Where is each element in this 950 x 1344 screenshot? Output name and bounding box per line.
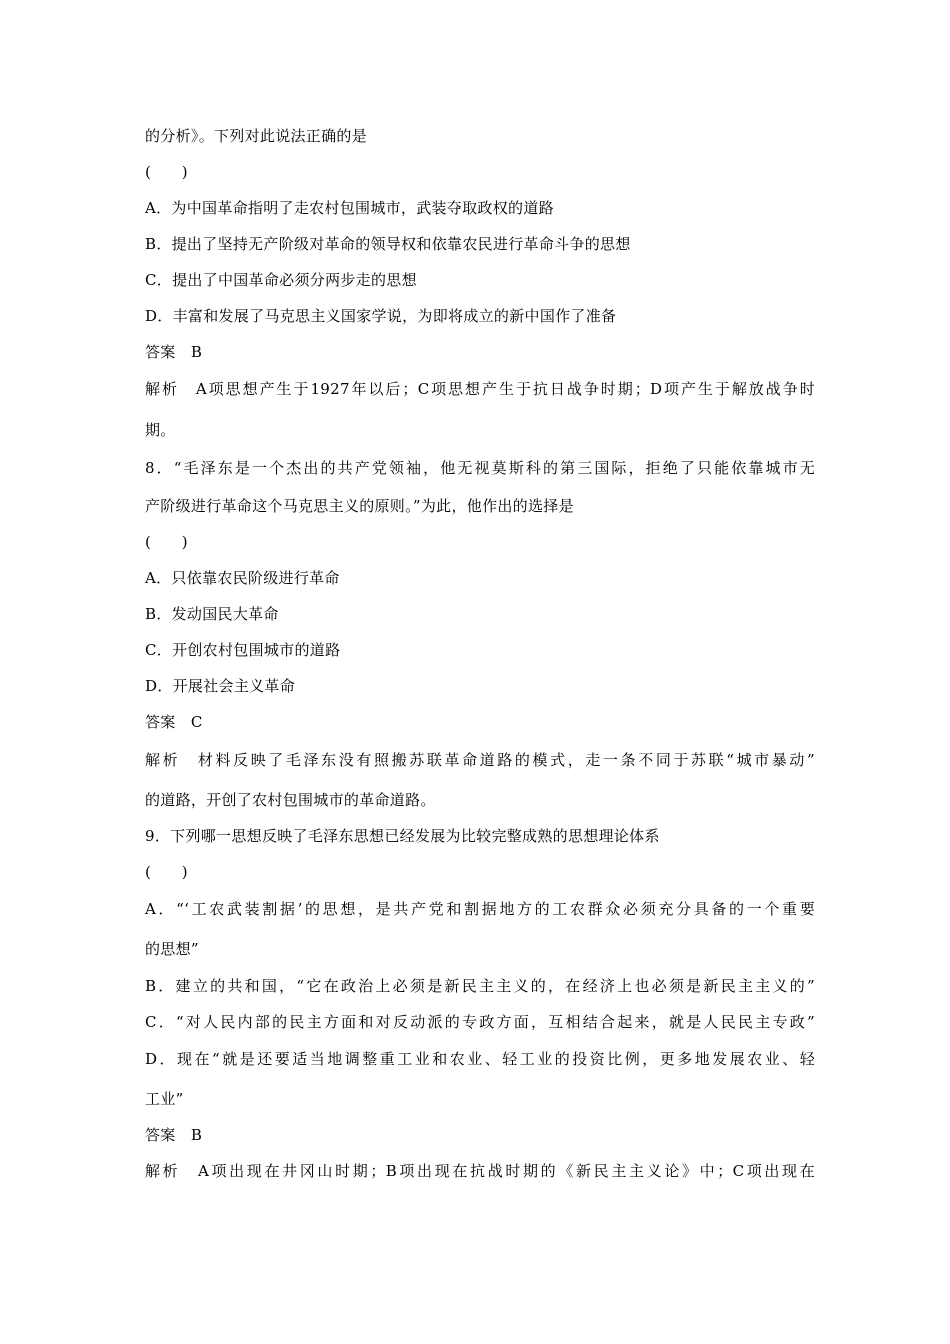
q9-option-d-line-1: D．现在“就是还要适当地调整重工业和农业、轻工业的投资比例，更多地发展农业、轻	[145, 1050, 815, 1068]
q8-analysis-line-1: 解析 材料反映了毛泽东没有照搬苏联革命道路的模式，走一条不同于苏联“城市暴动”	[145, 751, 815, 769]
q8-stem-line-2: 产阶级进行革命这个马克思主义的原则。”为此，他作出的选择是	[145, 497, 574, 515]
q7-option-c: C．提出了中国革命必须分两步走的思想	[145, 271, 417, 289]
q9-option-d-line-2: 工业”	[145, 1090, 184, 1108]
q8-answer: 答案 C	[145, 713, 203, 731]
q8-option-a: A．只依靠农民阶级进行革命	[145, 569, 340, 587]
q9-stem: 9．下列哪一思想反映了毛泽东思想已经发展为比较完整成熟的思想理论体系	[145, 827, 660, 845]
q7-stem-end: 的分析》。下列对此说法正确的是	[145, 127, 368, 145]
q7-analysis-line-2: 期。	[145, 421, 176, 439]
q7-option-a: A．为中国革命指明了走农村包围城市，武装夺取政权的道路	[145, 199, 554, 217]
q8-option-d: D．开展社会主义革命	[145, 677, 296, 695]
q9-analysis-line-1: 解析 A项出现在井冈山时期；B项出现在抗战时期的《新民主主义论》中；C项出现在	[145, 1162, 815, 1180]
q7-option-b: B．提出了坚持无产阶级对革命的领导权和依靠农民进行革命斗争的思想	[145, 235, 631, 253]
q7-answer: 答案 B	[145, 343, 203, 361]
q7-analysis-line-1: 解析 A项思想产生于1927年以后；C项思想产生于抗日战争时期；D项产生于解放战争时	[145, 380, 815, 398]
q9-option-a-line-1: A．“‘工农武装割据’的思想，是共产党和割据地方的工农群众必须充分具备的一个重要	[145, 900, 815, 918]
q8-answer-bracket: ( )	[145, 533, 188, 551]
q8-option-b: B．发动国民大革命	[145, 605, 279, 623]
q9-option-a-line-2: 的思想”	[145, 940, 199, 958]
q7-option-d: D．丰富和发展了马克思主义国家学说，为即将成立的新中国作了准备	[145, 307, 617, 325]
q9-answer: 答案 B	[145, 1126, 203, 1144]
q8-option-c: C．开创农村包围城市的道路	[145, 641, 341, 659]
q7-answer-bracket: ( )	[145, 163, 188, 181]
q8-stem-line-1: 8．“毛泽东是一个杰出的共产党领袖，他无视莫斯科的第三国际，拒绝了只能依靠城市无	[145, 459, 815, 477]
q9-answer-bracket: ( )	[145, 863, 188, 881]
q8-analysis-line-2: 的道路，开创了农村包围城市的革命道路。	[145, 791, 436, 809]
q9-option-c: C．“对人民内部的民主方面和对反动派的专政方面，互相结合起来，就是人民民主专政”	[145, 1013, 815, 1031]
q9-option-b: B．建立的共和国，“它在政治上必须是新民主主义的，在经济上也必须是新民主主义的”	[145, 977, 815, 995]
